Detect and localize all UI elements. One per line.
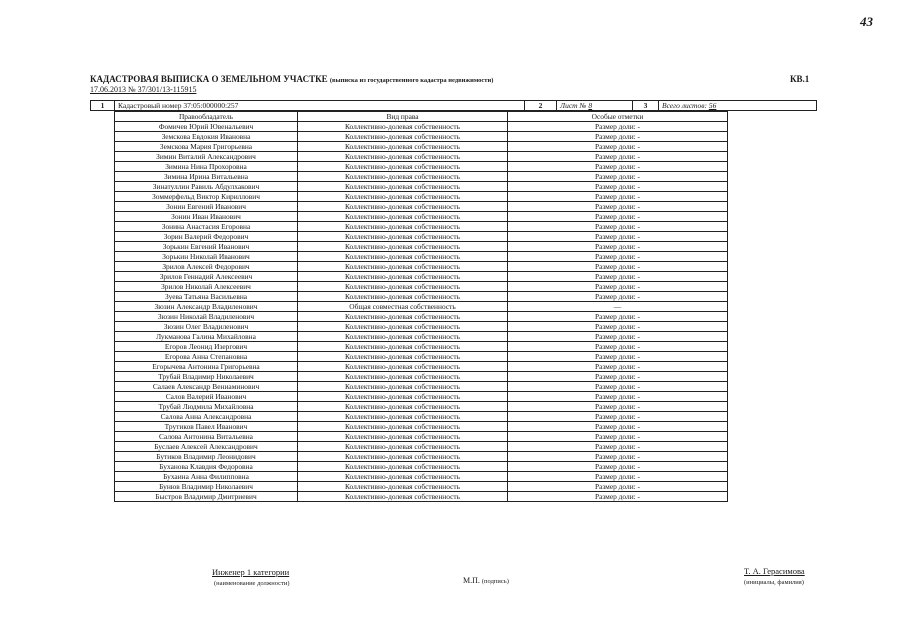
table-row — [115, 232, 728, 242]
table-row — [115, 492, 728, 502]
notes-cell: Размер доли: - — [508, 482, 728, 492]
right-type-cell: Коллективно-долевая собственность — [298, 402, 508, 412]
signer-position: Инженер 1 категории — [212, 567, 290, 577]
notes-cell: Размер доли: - — [508, 162, 728, 172]
table-row — [115, 322, 728, 332]
right-type-cell: Коллективно-долевая собственность — [298, 132, 508, 142]
table-row — [115, 442, 728, 452]
holder-cell: Салаев Александр Вениаминович — [115, 382, 298, 392]
notes-cell: Размер доли: - — [508, 242, 728, 252]
holder-cell: Зрилов Геннадий Алексеевич — [115, 272, 298, 282]
right-type-cell: Коллективно-долевая собственность — [298, 142, 508, 152]
right-type-cell: Коллективно-долевая собственность — [298, 452, 508, 462]
table-row — [115, 162, 728, 172]
header-cell-two: 2 — [525, 101, 557, 110]
right-type-cell: Коллективно-долевая собственность — [298, 462, 508, 472]
holder-cell: Буханова Клавдия Федоровна — [115, 462, 298, 472]
table-row — [115, 332, 728, 342]
holder-cell: Егорова Анна Степановна — [115, 352, 298, 362]
table-row — [115, 192, 728, 202]
holder-cell: Зинатуллин Равиль Абдулхакович — [115, 182, 298, 192]
table-row — [115, 292, 728, 302]
table-row — [115, 372, 728, 382]
holder-cell: Бунюв Владимир Николаевич — [115, 482, 298, 492]
right-type-cell: Коллективно-долевая собственность — [298, 162, 508, 172]
notes-cell: Размер доли: - — [508, 452, 728, 462]
holder-cell: Земскова Евдокия Ивановна — [115, 132, 298, 142]
right-type-cell: Коллективно-долевая собственность — [298, 202, 508, 212]
document-date-number: 17.06.2013 № 37/301/13-115915 — [90, 85, 197, 94]
notes-cell: Размер доли: - — [508, 492, 728, 502]
notes-cell: Размер доли: - — [508, 252, 728, 262]
header-row — [90, 100, 817, 111]
form-code: КВ.1 — [790, 74, 810, 84]
column-header-right-type: Вид права — [298, 112, 508, 122]
title-subtitle: (выписка из государственного кадастра недвижимости) — [329, 77, 494, 84]
holder-cell: Земскова Мария Григорьевна — [115, 142, 298, 152]
column-header-notes: Особые отметки — [508, 112, 728, 122]
holder-cell: Трутиков Павел Иванович — [115, 422, 298, 432]
table-row — [115, 482, 728, 492]
table-row — [115, 142, 728, 152]
table-row — [115, 242, 728, 252]
rights-holders-table — [114, 111, 728, 502]
table-row — [115, 382, 728, 392]
holder-cell: Егорычева Антонина Григорьевна — [115, 362, 298, 372]
notes-cell: Размер доли: - — [508, 232, 728, 242]
right-type-cell: Коллективно-долевая собственность — [298, 282, 508, 292]
notes-cell: Размер доли: - — [508, 422, 728, 432]
total-sheets-cell — [659, 101, 816, 110]
column-header-holder: Правообладатель — [115, 112, 298, 122]
holder-cell: Зоммерфельд Виктор Кириллович — [115, 192, 298, 202]
signer-name-caption: (инициалы, фамилия) — [744, 579, 804, 586]
right-type-cell: Коллективно-долевая собственность — [298, 362, 508, 372]
table-row — [115, 152, 728, 162]
right-type-cell: Коллективно-долевая собственность — [298, 292, 508, 302]
right-type-cell: Коллективно-долевая собственность — [298, 352, 508, 362]
page-number: 43 — [860, 14, 873, 29]
right-type-cell: Коллективно-долевая собственность — [298, 152, 508, 162]
holder-cell: Трубай Владимир Николаевич — [115, 372, 298, 382]
table-row — [115, 392, 728, 402]
notes-cell: Размер доли: - — [508, 442, 728, 452]
holder-cell: Егоров Леонид Изергович — [115, 342, 298, 352]
stamp-signature — [463, 576, 509, 585]
holder-cell: Зуева Татьяна Васильевна — [115, 292, 298, 302]
notes-cell: Размер доли: - — [508, 382, 728, 392]
holder-cell: Фомичев Юрий Ювенальевич — [115, 122, 298, 132]
right-type-cell: Коллективно-долевая собственность — [298, 122, 508, 132]
holder-cell: Лукманова Галина Михайловна — [115, 332, 298, 342]
notes-cell: Размер доли: - — [508, 222, 728, 232]
signer-position-caption: (наименование должности) — [214, 580, 290, 587]
table-row — [115, 212, 728, 222]
right-type-cell: Коллективно-долевая собственность — [298, 272, 508, 282]
table-row — [115, 412, 728, 422]
table-row — [115, 202, 728, 212]
right-type-cell: Общая совместная собственность — [298, 302, 508, 312]
header-cell-num: 1 — [91, 101, 115, 110]
right-type-cell: Коллективно-долевая собственность — [298, 222, 508, 232]
notes-cell: Размер доли: - — [508, 432, 728, 442]
holder-cell: Зимина Ирина Витальевна — [115, 172, 298, 182]
table-row — [115, 132, 728, 142]
header-cell-three: 3 — [633, 101, 659, 110]
table-row — [115, 282, 728, 292]
holder-cell: Зимин Виталий Александрович — [115, 152, 298, 162]
notes-cell: Размер доли: - — [508, 352, 728, 362]
sheet-number-value: 8 — [588, 101, 593, 110]
right-type-cell: Коллективно-долевая собственность — [298, 232, 508, 242]
notes-cell: Размер доли: - — [508, 462, 728, 472]
holder-cell: Трубай Людмила Михайловна — [115, 402, 298, 412]
notes-cell: Размер доли: - — [508, 122, 728, 132]
table-row — [115, 252, 728, 262]
document-title — [90, 74, 493, 84]
holder-cell: Зонин Евгений Иванович — [115, 202, 298, 212]
table-row — [115, 342, 728, 352]
right-type-cell: Коллективно-долевая собственность — [298, 472, 508, 482]
right-type-cell: Коллективно-долевая собственность — [298, 252, 508, 262]
notes-cell: Размер доли: - — [508, 152, 728, 162]
right-type-cell: Коллективно-долевая собственность — [298, 342, 508, 352]
cadastral-number-value: 37:05:000000:257 — [183, 101, 239, 110]
right-type-cell: Коллективно-долевая собственность — [298, 242, 508, 252]
notes-cell: Размер доли: - — [508, 182, 728, 192]
notes-cell: Размер доли: - — [508, 172, 728, 182]
notes-cell: — — [508, 302, 728, 312]
holder-cell: Бухаина Анна Филипповна — [115, 472, 298, 482]
notes-cell: Размер доли: - — [508, 392, 728, 402]
notes-cell: Размер доли: - — [508, 322, 728, 332]
table-row — [115, 352, 728, 362]
holder-cell: Быстров Владимир Дмитриевич — [115, 492, 298, 502]
cadastral-number-label: Кадастровый номер — [118, 101, 182, 110]
table-row — [115, 222, 728, 232]
notes-cell: Размер доли: - — [508, 282, 728, 292]
notes-cell: Размер доли: - — [508, 292, 728, 302]
title-text: КАДАСТРОВАЯ ВЫПИСКА О ЗЕМЕЛЬНОМ УЧАСТКЕ — [90, 74, 328, 84]
notes-cell: Размер доли: - — [508, 192, 728, 202]
table-row — [115, 182, 728, 192]
sheet-number-cell — [557, 101, 633, 110]
holder-cell: Зюзин Олег Владиленович — [115, 322, 298, 332]
holder-cell: Салова Анна Александровна — [115, 412, 298, 422]
right-type-cell: Коллективно-долевая собственность — [298, 192, 508, 202]
right-type-cell: Коллективно-долевая собственность — [298, 322, 508, 332]
holder-cell: Зюзин Александр Владиленович — [115, 302, 298, 312]
notes-cell: Размер доли: - — [508, 272, 728, 282]
notes-cell: Размер доли: - — [508, 402, 728, 412]
table-row — [115, 472, 728, 482]
table-row — [115, 122, 728, 132]
table-row — [115, 302, 728, 312]
table-header-row — [115, 112, 728, 122]
notes-cell: Размер доли: - — [508, 212, 728, 222]
table-row — [115, 422, 728, 432]
table-row — [115, 362, 728, 372]
right-type-cell: Коллективно-долевая собственность — [298, 332, 508, 342]
sheet-number-label: Лист № — [560, 101, 587, 110]
holder-cell: Зорькин Николай Иванович — [115, 252, 298, 262]
extract-table — [90, 100, 817, 502]
table-row — [115, 402, 728, 412]
right-type-cell: Коллективно-долевая собственность — [298, 482, 508, 492]
holder-cell: Зорькин Евгений Иванович — [115, 242, 298, 252]
holder-cell: Буслаев Алексей Александрович — [115, 442, 298, 452]
notes-cell: Размер доли: - — [508, 202, 728, 212]
notes-cell: Размер доли: - — [508, 262, 728, 272]
right-type-cell: Коллективно-долевая собственность — [298, 412, 508, 422]
notes-cell: Размер доли: - — [508, 312, 728, 322]
signature-caption: (подпись) — [481, 578, 509, 585]
signer-name: Т. А. Герасимова — [744, 566, 805, 576]
table-row — [115, 462, 728, 472]
table-row — [115, 262, 728, 272]
table-row — [115, 312, 728, 322]
holder-cell: Зорин Валерий Федорович — [115, 232, 298, 242]
right-type-cell: Коллективно-долевая собственность — [298, 262, 508, 272]
notes-cell: Размер доли: - — [508, 132, 728, 142]
table-body — [115, 122, 728, 502]
right-type-cell: Коллективно-долевая собственность — [298, 442, 508, 452]
notes-cell: Размер доли: - — [508, 362, 728, 372]
right-type-cell: Коллективно-долевая собственность — [298, 182, 508, 192]
right-type-cell: Коллективно-долевая собственность — [298, 432, 508, 442]
holder-cell: Бутиков Владимир Леонидович — [115, 452, 298, 462]
notes-cell: Размер доли: - — [508, 142, 728, 152]
holder-cell: Салова Антонина Витальевна — [115, 432, 298, 442]
right-type-cell: Коллективно-долевая собственность — [298, 212, 508, 222]
notes-cell: Размер доли: - — [508, 342, 728, 352]
table-row — [115, 432, 728, 442]
right-type-cell: Коллективно-долевая собственность — [298, 492, 508, 502]
holder-cell: Зонина Анастасия Егоровна — [115, 222, 298, 232]
holder-cell: Салов Валерий Иванович — [115, 392, 298, 402]
notes-cell: Размер доли: - — [508, 332, 728, 342]
cadastral-number-cell — [115, 101, 525, 110]
right-type-cell: Коллективно-долевая собственность — [298, 372, 508, 382]
stamp-label: М.П. — [463, 576, 480, 585]
notes-cell: Размер доли: - — [508, 372, 728, 382]
holder-cell: Зрилов Алексей Федорович — [115, 262, 298, 272]
table-row — [115, 452, 728, 462]
holder-cell: Зюзин Николай Владиленович — [115, 312, 298, 322]
right-type-cell: Коллективно-долевая собственность — [298, 392, 508, 402]
holder-cell: Зонин Иван Иванович — [115, 212, 298, 222]
right-type-cell: Коллективно-долевая собственность — [298, 422, 508, 432]
right-type-cell: Коллективно-долевая собственность — [298, 172, 508, 182]
table-row — [115, 272, 728, 282]
right-type-cell: Коллективно-долевая собственность — [298, 382, 508, 392]
holder-cell: Зрилов Николай Алексеевич — [115, 282, 298, 292]
notes-cell: Размер доли: - — [508, 472, 728, 482]
notes-cell: Размер доли: - — [508, 412, 728, 422]
right-type-cell: Коллективно-долевая собственность — [298, 312, 508, 322]
total-sheets-label: Всего листов: — [662, 101, 707, 110]
holder-cell: Зимина Нина Прохоровна — [115, 162, 298, 172]
total-sheets-value: 56 — [708, 101, 717, 110]
table-row — [115, 172, 728, 182]
